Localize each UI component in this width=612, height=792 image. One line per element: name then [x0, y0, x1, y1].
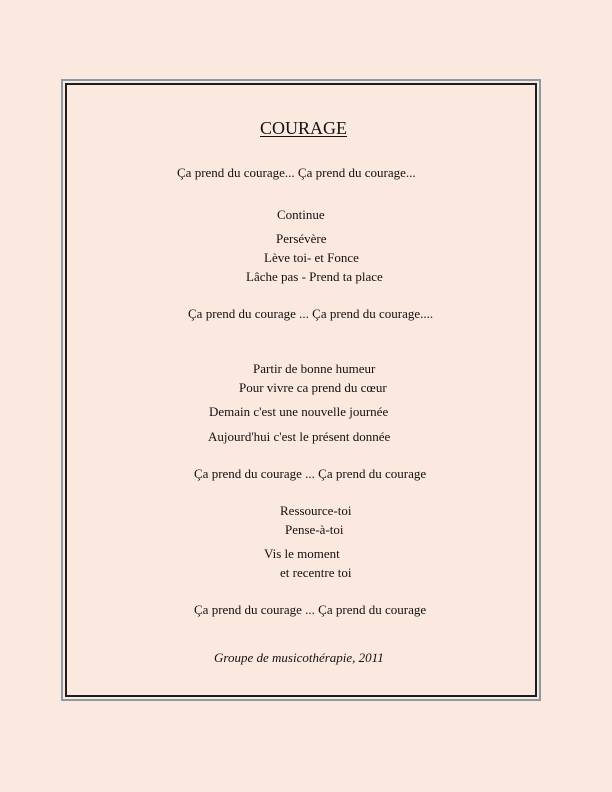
poem-line: Vis le moment — [264, 546, 340, 561]
signature: Groupe de musicothérapie, 2011 — [214, 650, 384, 665]
poem-line: Lève toi- et Fonce — [264, 250, 359, 265]
poem-title: COURAGE — [260, 118, 348, 138]
poem-line: Pour vivre ca prend du cœur — [239, 380, 387, 395]
poem-line: Ça prend du courage ... Ça prend du courage.... — [188, 306, 434, 321]
poem-line: Ça prend du courage... Ça prend du courage... — [177, 165, 416, 180]
poem-line: Ressource-toi — [280, 503, 352, 518]
poem-line: Aujourd'hui c'est le présent donnée — [208, 429, 391, 444]
poem-line: Demain c'est une nouvelle journée — [209, 404, 389, 419]
poem-frame — [61, 79, 541, 701]
poem-line: Lâche pas - Prend ta place — [246, 269, 383, 284]
poem-line: Ça prend du courage ... Ça prend du courage — [194, 602, 427, 617]
poem-frame-inner — [65, 83, 537, 697]
poem-line: Continue — [277, 207, 325, 222]
poem-line: Partir de bonne humeur — [253, 361, 376, 376]
poem-line: et recentre toi — [280, 565, 352, 580]
poem-line: Pense-à-toi — [285, 522, 344, 537]
poem-line: Ça prend du courage ... Ça prend du courage — [194, 466, 427, 481]
poem-line: Persévère — [276, 231, 327, 246]
